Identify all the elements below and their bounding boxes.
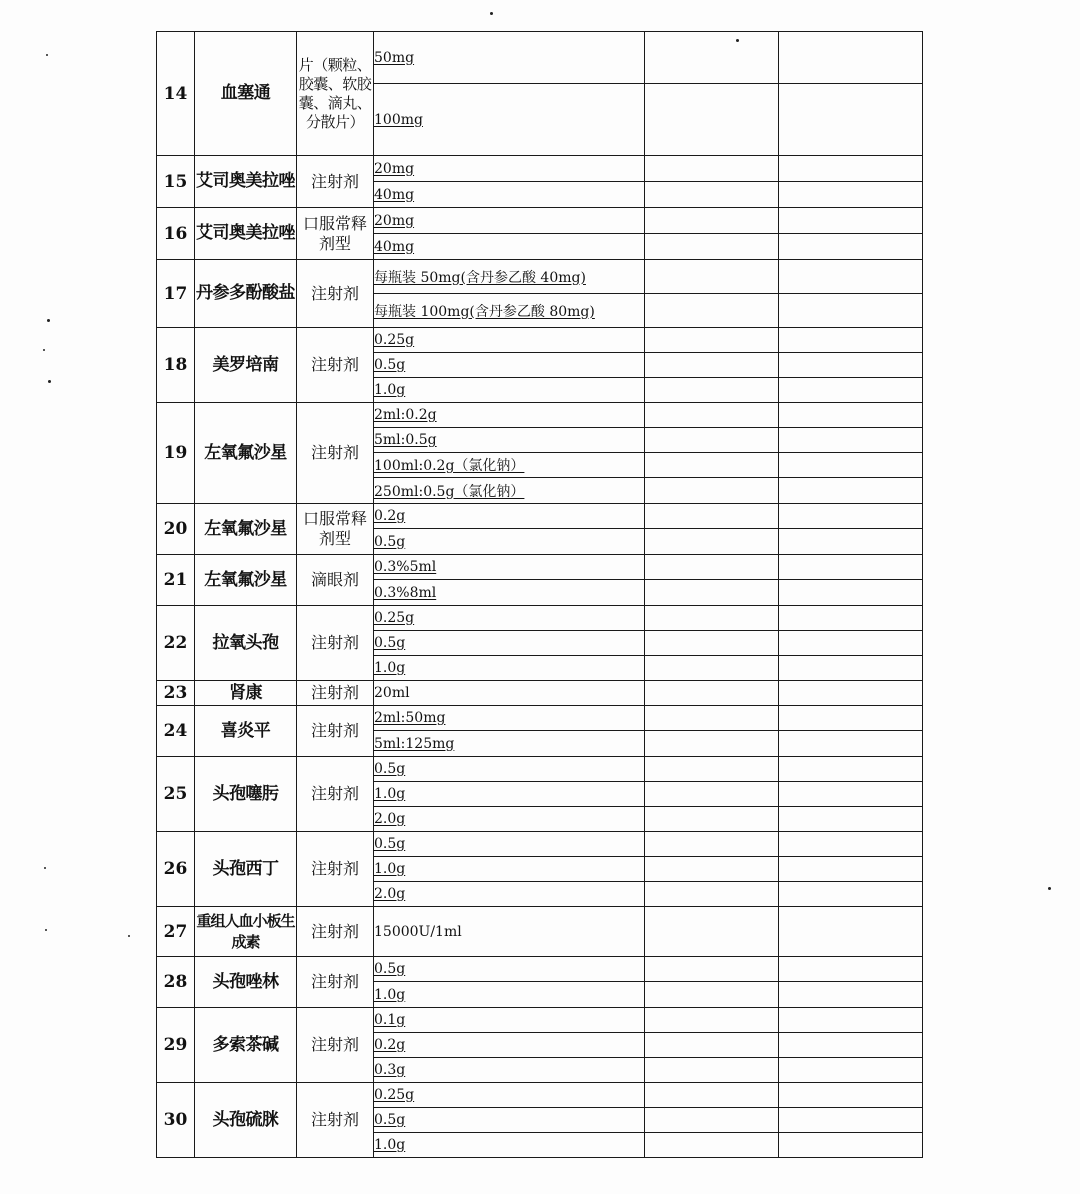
row-number: 24 bbox=[157, 706, 195, 757]
blank-cell bbox=[645, 957, 779, 982]
spec-cell: 2ml:0.2g bbox=[374, 403, 645, 428]
spec-cell: 1.0g bbox=[374, 782, 645, 807]
drug-name: 拉氧头孢 bbox=[195, 606, 297, 681]
blank-cell bbox=[779, 631, 923, 656]
blank-cell bbox=[779, 504, 923, 529]
blank-cell bbox=[779, 857, 923, 882]
blank-cell bbox=[779, 478, 923, 504]
table-row bbox=[157, 555, 923, 580]
spec-cell: 1.0g bbox=[374, 656, 645, 681]
blank-cell bbox=[645, 234, 779, 260]
drug-name: 肾康 bbox=[195, 681, 297, 706]
blank-cell bbox=[645, 260, 779, 294]
dosage-form: 注射剂 bbox=[297, 156, 374, 208]
spec-cell: 0.5g bbox=[374, 832, 645, 857]
row-number: 22 bbox=[157, 606, 195, 681]
blank-cell bbox=[779, 378, 923, 403]
blank-cell bbox=[779, 580, 923, 606]
table-row bbox=[157, 260, 923, 294]
spec-cell: 0.25g bbox=[374, 606, 645, 631]
drug-name: 头孢唑林 bbox=[195, 957, 297, 1008]
scan-speck bbox=[128, 935, 130, 937]
table-row bbox=[157, 706, 923, 731]
blank-cell bbox=[645, 353, 779, 378]
blank-cell bbox=[779, 1033, 923, 1058]
table-row bbox=[157, 832, 923, 857]
row-number: 29 bbox=[157, 1008, 195, 1083]
table-row bbox=[157, 907, 923, 957]
blank-cell bbox=[645, 907, 779, 957]
blank-cell bbox=[779, 234, 923, 260]
blank-cell bbox=[779, 656, 923, 681]
drug-name: 艾司奥美拉唑 bbox=[195, 156, 297, 208]
drug-name: 喜炎平 bbox=[195, 706, 297, 757]
blank-cell bbox=[779, 681, 923, 706]
blank-cell bbox=[779, 328, 923, 353]
blank-cell bbox=[645, 1033, 779, 1058]
dosage-form: 注射剂 bbox=[297, 957, 374, 1008]
dosage-form: 注射剂 bbox=[297, 706, 374, 757]
blank-cell bbox=[779, 555, 923, 580]
blank-cell bbox=[645, 182, 779, 208]
blank-cell bbox=[779, 260, 923, 294]
dosage-form: 注射剂 bbox=[297, 1008, 374, 1083]
row-number: 25 bbox=[157, 757, 195, 832]
scan-speck bbox=[736, 39, 739, 42]
blank-cell bbox=[779, 529, 923, 555]
drug-name: 丹参多酚酸盐 bbox=[195, 260, 297, 328]
table-row bbox=[157, 328, 923, 353]
blank-cell bbox=[645, 1008, 779, 1033]
blank-cell bbox=[645, 403, 779, 428]
table-row bbox=[157, 208, 923, 234]
spec-cell: 0.25g bbox=[374, 328, 645, 353]
row-number: 26 bbox=[157, 832, 195, 907]
drug-name: 头孢西丁 bbox=[195, 832, 297, 907]
blank-cell bbox=[645, 328, 779, 353]
table-row bbox=[157, 403, 923, 428]
blank-cell bbox=[645, 580, 779, 606]
drug-name: 头孢噻肟 bbox=[195, 757, 297, 832]
blank-cell bbox=[779, 882, 923, 907]
blank-cell bbox=[779, 606, 923, 631]
blank-cell bbox=[645, 631, 779, 656]
dosage-form: 口服常释剂型 bbox=[297, 504, 374, 555]
blank-cell bbox=[645, 453, 779, 478]
table-row bbox=[157, 1083, 923, 1108]
spec-cell: 0.3%8ml bbox=[374, 580, 645, 606]
blank-cell bbox=[779, 731, 923, 757]
spec-cell: 5ml:0.5g bbox=[374, 428, 645, 453]
drug-name: 头孢硫脒 bbox=[195, 1083, 297, 1158]
blank-cell bbox=[645, 706, 779, 731]
blank-cell bbox=[645, 681, 779, 706]
table-row bbox=[157, 504, 923, 529]
spec-cell: 5ml:125mg bbox=[374, 731, 645, 757]
spec-cell: 40mg bbox=[374, 182, 645, 208]
drug-name: 多索茶碱 bbox=[195, 1008, 297, 1083]
spec-cell: 20mg bbox=[374, 156, 645, 182]
blank-cell bbox=[779, 156, 923, 182]
spec-cell: 0.3g bbox=[374, 1058, 645, 1083]
spec-cell: 0.5g bbox=[374, 353, 645, 378]
scan-speck bbox=[43, 349, 45, 351]
blank-cell bbox=[779, 757, 923, 782]
scan-speck bbox=[46, 54, 48, 56]
blank-cell bbox=[645, 731, 779, 757]
drug-name: 美罗培南 bbox=[195, 328, 297, 403]
drug-table-body bbox=[157, 32, 923, 1158]
row-number: 14 bbox=[157, 32, 195, 156]
blank-cell bbox=[779, 782, 923, 807]
blank-cell bbox=[779, 353, 923, 378]
dosage-form: 注射剂 bbox=[297, 907, 374, 957]
drug-name: 血塞通 bbox=[195, 32, 297, 156]
blank-cell bbox=[779, 1133, 923, 1158]
blank-cell bbox=[779, 208, 923, 234]
blank-cell bbox=[779, 807, 923, 832]
row-number: 17 bbox=[157, 260, 195, 328]
blank-cell bbox=[779, 428, 923, 453]
spec-cell: 250ml:0.5g（氯化钠） bbox=[374, 478, 645, 504]
blank-cell bbox=[645, 504, 779, 529]
spec-cell: 0.2g bbox=[374, 1033, 645, 1058]
drug-name: 左氧氟沙星 bbox=[195, 504, 297, 555]
spec-cell: 1.0g bbox=[374, 378, 645, 403]
blank-cell bbox=[645, 782, 779, 807]
dosage-form: 注射剂 bbox=[297, 260, 374, 328]
spec-cell: 0.2g bbox=[374, 504, 645, 529]
blank-cell bbox=[779, 832, 923, 857]
blank-cell bbox=[779, 182, 923, 208]
blank-cell bbox=[779, 32, 923, 84]
scan-speck bbox=[490, 12, 493, 15]
spec-cell: 1.0g bbox=[374, 982, 645, 1008]
blank-cell bbox=[779, 957, 923, 982]
scan-speck bbox=[48, 380, 51, 383]
spec-cell: 0.5g bbox=[374, 631, 645, 656]
spec-cell: 0.1g bbox=[374, 1008, 645, 1033]
drug-name: 左氧氟沙星 bbox=[195, 403, 297, 504]
blank-cell bbox=[779, 1108, 923, 1133]
drug-name: 重组人血小板生成素 bbox=[195, 907, 297, 957]
table-row bbox=[157, 1008, 923, 1033]
row-number: 28 bbox=[157, 957, 195, 1008]
dosage-form: 注射剂 bbox=[297, 757, 374, 832]
spec-cell: 2.0g bbox=[374, 807, 645, 832]
blank-cell bbox=[779, 403, 923, 428]
spec-cell: 0.3%5ml bbox=[374, 555, 645, 580]
blank-cell bbox=[645, 428, 779, 453]
row-number: 27 bbox=[157, 907, 195, 957]
blank-cell bbox=[645, 555, 779, 580]
drug-name: 左氧氟沙星 bbox=[195, 555, 297, 606]
blank-cell bbox=[645, 1083, 779, 1108]
blank-cell bbox=[645, 84, 779, 156]
row-number: 20 bbox=[157, 504, 195, 555]
dosage-form: 口服常释剂型 bbox=[297, 208, 374, 260]
dosage-form: 注射剂 bbox=[297, 328, 374, 403]
blank-cell bbox=[779, 294, 923, 328]
blank-cell bbox=[645, 882, 779, 907]
scan-speck bbox=[45, 929, 47, 931]
table-row bbox=[157, 681, 923, 706]
spec-cell: 20mg bbox=[374, 208, 645, 234]
scan-speck bbox=[47, 319, 50, 322]
table-row bbox=[157, 156, 923, 182]
spec-cell: 1.0g bbox=[374, 857, 645, 882]
blank-cell bbox=[645, 857, 779, 882]
row-number: 30 bbox=[157, 1083, 195, 1158]
dosage-form: 片（颗粒、胶囊、软胶囊、滴丸、分散片） bbox=[297, 32, 374, 156]
blank-cell bbox=[645, 478, 779, 504]
spec-cell: 0.5g bbox=[374, 957, 645, 982]
blank-cell bbox=[779, 84, 923, 156]
spec-cell: 每瓶装 50mg(含丹参乙酸 40mg) bbox=[374, 260, 645, 294]
spec-cell: 50mg bbox=[374, 32, 645, 84]
row-number: 23 bbox=[157, 681, 195, 706]
blank-cell bbox=[645, 1108, 779, 1133]
dosage-form: 注射剂 bbox=[297, 403, 374, 504]
row-number: 18 bbox=[157, 328, 195, 403]
spec-cell: 0.25g bbox=[374, 1083, 645, 1108]
table-row bbox=[157, 957, 923, 982]
row-number: 19 bbox=[157, 403, 195, 504]
blank-cell bbox=[645, 32, 779, 84]
table-row bbox=[157, 757, 923, 782]
spec-cell: 1.0g bbox=[374, 1133, 645, 1158]
blank-cell bbox=[779, 1083, 923, 1108]
spec-cell: 40mg bbox=[374, 234, 645, 260]
blank-cell bbox=[645, 757, 779, 782]
blank-cell bbox=[645, 1058, 779, 1083]
blank-cell bbox=[779, 1008, 923, 1033]
blank-cell bbox=[779, 1058, 923, 1083]
spec-cell: 100mg bbox=[374, 84, 645, 156]
spec-cell: 2ml:50mg bbox=[374, 706, 645, 731]
row-number: 16 bbox=[157, 208, 195, 260]
blank-cell bbox=[779, 453, 923, 478]
blank-cell bbox=[645, 606, 779, 631]
dosage-form: 注射剂 bbox=[297, 606, 374, 681]
blank-cell bbox=[645, 1133, 779, 1158]
blank-cell bbox=[645, 832, 779, 857]
spec-cell: 每瓶装 100mg(含丹参乙酸 80mg) bbox=[374, 294, 645, 328]
drug-spec-table bbox=[156, 31, 923, 1158]
table-row bbox=[157, 606, 923, 631]
scan-speck bbox=[44, 867, 46, 869]
blank-cell bbox=[645, 807, 779, 832]
blank-cell bbox=[645, 656, 779, 681]
blank-cell bbox=[779, 982, 923, 1008]
scan-speck bbox=[1048, 887, 1051, 890]
row-number: 15 bbox=[157, 156, 195, 208]
blank-cell bbox=[645, 982, 779, 1008]
dosage-form: 注射剂 bbox=[297, 681, 374, 706]
dosage-form: 注射剂 bbox=[297, 1083, 374, 1158]
blank-cell bbox=[645, 294, 779, 328]
blank-cell bbox=[779, 907, 923, 957]
blank-cell bbox=[645, 208, 779, 234]
spec-cell: 0.5g bbox=[374, 1108, 645, 1133]
blank-cell bbox=[779, 706, 923, 731]
spec-cell: 20ml bbox=[374, 681, 645, 706]
drug-name: 艾司奥美拉唑 bbox=[195, 208, 297, 260]
blank-cell bbox=[645, 529, 779, 555]
row-number: 21 bbox=[157, 555, 195, 606]
dosage-form: 滴眼剂 bbox=[297, 555, 374, 606]
dosage-form: 注射剂 bbox=[297, 832, 374, 907]
spec-cell: 100ml:0.2g（氯化钠） bbox=[374, 453, 645, 478]
blank-cell bbox=[645, 378, 779, 403]
blank-cell bbox=[645, 156, 779, 182]
spec-cell: 0.5g bbox=[374, 529, 645, 555]
spec-cell: 0.5g bbox=[374, 757, 645, 782]
table-row bbox=[157, 32, 923, 84]
spec-cell: 15000U/1ml bbox=[374, 907, 645, 957]
spec-cell: 2.0g bbox=[374, 882, 645, 907]
